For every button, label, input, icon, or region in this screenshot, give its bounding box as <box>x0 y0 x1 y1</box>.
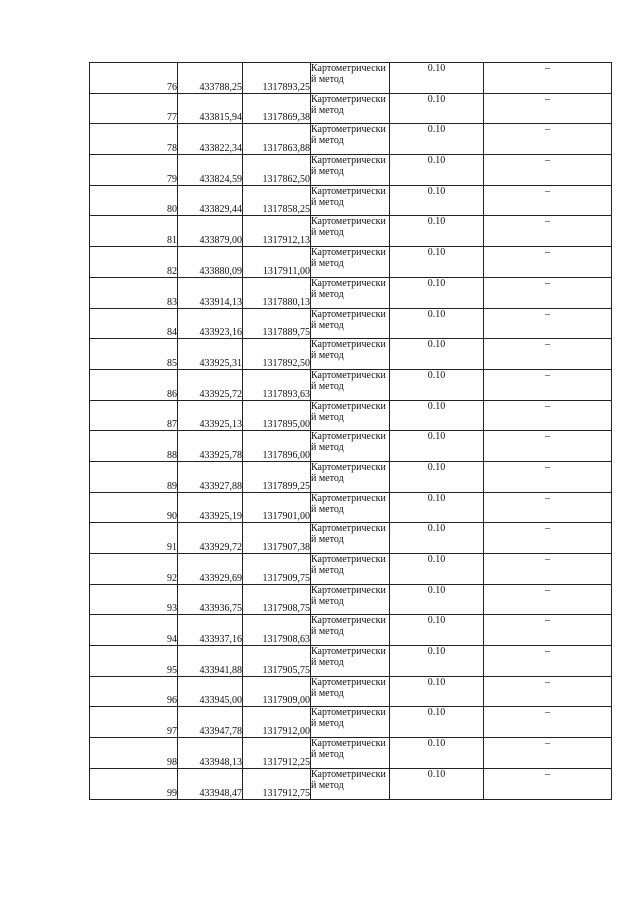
y-coordinate-cell: 1317892,50 <box>243 339 311 370</box>
y-coordinate-cell: 1317908,63 <box>243 615 311 646</box>
method-cell <box>311 155 390 186</box>
method-cell <box>311 492 390 523</box>
point-number-cell: 96 <box>90 676 178 707</box>
method-cell <box>311 185 390 216</box>
method-cell <box>311 369 390 400</box>
note-cell: – <box>484 216 612 247</box>
note-cell: – <box>484 124 612 155</box>
point-number-cell: 84 <box>90 308 178 339</box>
x-coordinate-cell: 433925,78 <box>178 431 243 462</box>
note-cell: – <box>484 554 612 585</box>
accuracy-cell: 0.10 <box>390 584 484 615</box>
point-number-cell: 94 <box>90 615 178 646</box>
y-coordinate-cell: 1317909,75 <box>243 554 311 585</box>
y-coordinate-cell: 1317863,88 <box>243 124 311 155</box>
table-row <box>90 523 612 554</box>
x-coordinate-cell: 433925,19 <box>178 492 243 523</box>
accuracy-cell: 0.10 <box>390 124 484 155</box>
y-coordinate-cell: 1317893,25 <box>243 63 311 94</box>
table-row <box>90 400 612 431</box>
method-text: Картометрический метод <box>311 707 386 730</box>
accuracy-cell: 0.10 <box>390 339 484 370</box>
table-row <box>90 738 612 769</box>
x-coordinate-cell: 433822,34 <box>178 124 243 155</box>
point-number-cell: 90 <box>90 492 178 523</box>
point-number-cell: 99 <box>90 768 178 799</box>
method-cell <box>311 615 390 646</box>
table-row <box>90 185 612 216</box>
accuracy-cell: 0.10 <box>390 646 484 677</box>
accuracy-cell: 0.10 <box>390 185 484 216</box>
table-row <box>90 308 612 339</box>
point-number-cell: 78 <box>90 124 178 155</box>
accuracy-cell: 0.10 <box>390 461 484 492</box>
y-coordinate-cell: 1317912,00 <box>243 707 311 738</box>
x-coordinate-cell: 433937,16 <box>178 615 243 646</box>
y-coordinate-cell: 1317912,13 <box>243 216 311 247</box>
note-cell: – <box>484 768 612 799</box>
accuracy-cell: 0.10 <box>390 155 484 186</box>
note-cell: – <box>484 369 612 400</box>
y-coordinate-cell: 1317912,25 <box>243 738 311 769</box>
note-cell: – <box>484 584 612 615</box>
accuracy-cell: 0.10 <box>390 738 484 769</box>
method-text: Картометрический метод <box>311 584 386 607</box>
y-coordinate-cell: 1317899,25 <box>243 461 311 492</box>
x-coordinate-cell: 433947,78 <box>178 707 243 738</box>
y-coordinate-cell: 1317862,50 <box>243 155 311 186</box>
accuracy-cell: 0.10 <box>390 308 484 339</box>
point-number-cell: 87 <box>90 400 178 431</box>
method-cell <box>311 431 390 462</box>
table-row <box>90 492 612 523</box>
x-coordinate-cell: 433948,47 <box>178 768 243 799</box>
accuracy-cell: 0.10 <box>390 369 484 400</box>
x-coordinate-cell: 433941,88 <box>178 646 243 677</box>
method-cell <box>311 124 390 155</box>
point-number-cell: 95 <box>90 646 178 677</box>
note-cell: – <box>484 339 612 370</box>
method-text: Картометрический метод <box>311 492 386 515</box>
accuracy-cell: 0.10 <box>390 216 484 247</box>
x-coordinate-cell: 433925,13 <box>178 400 243 431</box>
table-row <box>90 369 612 400</box>
accuracy-cell: 0.10 <box>390 707 484 738</box>
accuracy-cell: 0.10 <box>390 247 484 278</box>
method-cell <box>311 554 390 585</box>
y-coordinate-cell: 1317896,00 <box>243 431 311 462</box>
method-cell <box>311 707 390 738</box>
method-text: Картометрический метод <box>311 431 386 454</box>
table-row <box>90 216 612 247</box>
note-cell: – <box>484 523 612 554</box>
note-cell: – <box>484 707 612 738</box>
note-cell: – <box>484 247 612 278</box>
method-text: Картометрический метод <box>311 308 386 331</box>
point-number-cell: 79 <box>90 155 178 186</box>
point-number-cell: 89 <box>90 461 178 492</box>
method-text: Картометрический метод <box>311 277 386 300</box>
y-coordinate-cell: 1317907,38 <box>243 523 311 554</box>
table-row <box>90 615 612 646</box>
accuracy-cell: 0.10 <box>390 523 484 554</box>
point-number-cell: 85 <box>90 339 178 370</box>
x-coordinate-cell: 433879,00 <box>178 216 243 247</box>
note-cell: – <box>484 63 612 94</box>
x-coordinate-cell: 433925,31 <box>178 339 243 370</box>
note-cell: – <box>484 155 612 186</box>
x-coordinate-cell: 433929,69 <box>178 554 243 585</box>
table-row <box>90 124 612 155</box>
method-text: Картометрический метод <box>311 523 386 546</box>
method-text: Картометрический метод <box>311 339 386 362</box>
x-coordinate-cell: 433945,00 <box>178 676 243 707</box>
method-cell <box>311 400 390 431</box>
y-coordinate-cell: 1317909,00 <box>243 676 311 707</box>
method-cell <box>311 247 390 278</box>
method-cell <box>311 584 390 615</box>
x-coordinate-cell: 433936,75 <box>178 584 243 615</box>
point-number-cell: 91 <box>90 523 178 554</box>
method-text: Картометрический метод <box>311 93 386 116</box>
method-cell <box>311 676 390 707</box>
method-cell <box>311 93 390 124</box>
method-cell <box>311 216 390 247</box>
accuracy-cell: 0.10 <box>390 277 484 308</box>
table-row <box>90 676 612 707</box>
table-row <box>90 646 612 677</box>
point-number-cell: 81 <box>90 216 178 247</box>
note-cell: – <box>484 615 612 646</box>
note-cell: – <box>484 308 612 339</box>
table-row <box>90 63 612 94</box>
method-cell <box>311 339 390 370</box>
method-text: Картометрический метод <box>311 646 386 669</box>
method-text: Картометрический метод <box>311 216 386 239</box>
accuracy-cell: 0.10 <box>390 431 484 462</box>
table-row <box>90 707 612 738</box>
note-cell: – <box>484 492 612 523</box>
x-coordinate-cell: 433925,72 <box>178 369 243 400</box>
x-coordinate-cell: 433880,09 <box>178 247 243 278</box>
method-text: Картометрический метод <box>311 155 386 178</box>
point-number-cell: 76 <box>90 63 178 94</box>
method-text: Картометрический метод <box>311 400 386 423</box>
x-coordinate-cell: 433929,72 <box>178 523 243 554</box>
note-cell: – <box>484 277 612 308</box>
coordinates-table-body <box>90 63 612 800</box>
method-cell <box>311 63 390 94</box>
table-row <box>90 431 612 462</box>
method-text: Картометрический метод <box>311 461 386 484</box>
table-row <box>90 768 612 799</box>
method-text: Картометрический метод <box>311 369 386 392</box>
y-coordinate-cell: 1317880,13 <box>243 277 311 308</box>
note-cell: – <box>484 93 612 124</box>
table-row <box>90 584 612 615</box>
point-number-cell: 88 <box>90 431 178 462</box>
x-coordinate-cell: 433923,16 <box>178 308 243 339</box>
point-number-cell: 82 <box>90 247 178 278</box>
table-row <box>90 277 612 308</box>
point-number-cell: 83 <box>90 277 178 308</box>
method-text: Картометрический метод <box>311 63 386 85</box>
table-row <box>90 461 612 492</box>
method-cell <box>311 461 390 492</box>
y-coordinate-cell: 1317895,00 <box>243 400 311 431</box>
y-coordinate-cell: 1317908,75 <box>243 584 311 615</box>
x-coordinate-cell: 433788,25 <box>178 63 243 94</box>
method-text: Картометрический метод <box>311 247 386 270</box>
point-number-cell: 77 <box>90 93 178 124</box>
accuracy-cell: 0.10 <box>390 492 484 523</box>
method-text: Картометрический метод <box>311 768 386 791</box>
x-coordinate-cell: 433824,59 <box>178 155 243 186</box>
table-row <box>90 339 612 370</box>
x-coordinate-cell: 433815,94 <box>178 93 243 124</box>
table-row <box>90 93 612 124</box>
method-text: Картометрический метод <box>311 554 386 576</box>
accuracy-cell: 0.10 <box>390 554 484 585</box>
accuracy-cell: 0.10 <box>390 63 484 94</box>
method-cell <box>311 738 390 769</box>
table-row <box>90 247 612 278</box>
method-cell <box>311 277 390 308</box>
method-cell <box>311 646 390 677</box>
accuracy-cell: 0.10 <box>390 93 484 124</box>
y-coordinate-cell: 1317911,00 <box>243 247 311 278</box>
table-row <box>90 155 612 186</box>
table-row <box>90 554 612 585</box>
point-number-cell: 93 <box>90 584 178 615</box>
method-text: Картометрический метод <box>311 185 386 208</box>
x-coordinate-cell: 433948,13 <box>178 738 243 769</box>
method-text: Картометрический метод <box>311 615 386 638</box>
point-number-cell: 80 <box>90 185 178 216</box>
note-cell: – <box>484 185 612 216</box>
accuracy-cell: 0.10 <box>390 615 484 646</box>
y-coordinate-cell: 1317901,00 <box>243 492 311 523</box>
x-coordinate-cell: 433829,44 <box>178 185 243 216</box>
accuracy-cell: 0.10 <box>390 768 484 799</box>
y-coordinate-cell: 1317889,75 <box>243 308 311 339</box>
y-coordinate-cell: 1317893,63 <box>243 369 311 400</box>
note-cell: – <box>484 646 612 677</box>
accuracy-cell: 0.10 <box>390 400 484 431</box>
method-cell <box>311 523 390 554</box>
method-cell <box>311 768 390 799</box>
note-cell: – <box>484 676 612 707</box>
note-cell: – <box>484 461 612 492</box>
point-number-cell: 97 <box>90 707 178 738</box>
x-coordinate-cell: 433927,88 <box>178 461 243 492</box>
method-text: Картометрический метод <box>311 738 386 761</box>
method-text: Картометрический метод <box>311 676 386 699</box>
y-coordinate-cell: 1317905,75 <box>243 646 311 677</box>
y-coordinate-cell: 1317858,25 <box>243 185 311 216</box>
y-coordinate-cell: 1317869,38 <box>243 93 311 124</box>
method-cell <box>311 308 390 339</box>
note-cell: – <box>484 400 612 431</box>
y-coordinate-cell: 1317912,75 <box>243 768 311 799</box>
accuracy-cell: 0.10 <box>390 676 484 707</box>
point-number-cell: 92 <box>90 554 178 585</box>
note-cell: – <box>484 431 612 462</box>
coordinates-table <box>89 62 612 800</box>
point-number-cell: 98 <box>90 738 178 769</box>
point-number-cell: 86 <box>90 369 178 400</box>
x-coordinate-cell: 433914,13 <box>178 277 243 308</box>
note-cell: – <box>484 738 612 769</box>
method-text: Картометрический метод <box>311 124 386 147</box>
